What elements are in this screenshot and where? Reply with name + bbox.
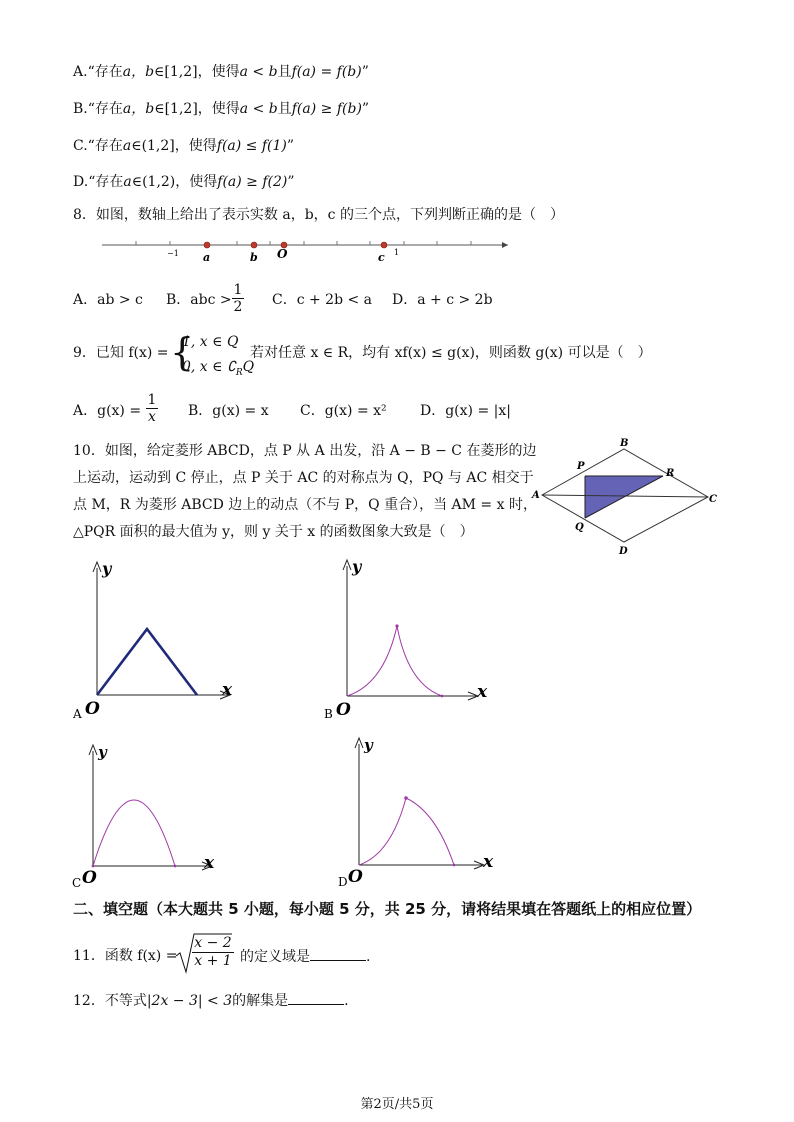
label-A: A bbox=[532, 490, 540, 501]
graph-a bbox=[70, 558, 250, 723]
svg-text:y: y bbox=[364, 736, 373, 754]
graph-d-curve bbox=[359, 798, 454, 865]
q9-option-b: B．g(x) = x bbox=[188, 403, 269, 419]
point-a bbox=[204, 242, 210, 248]
label-c: c bbox=[378, 251, 385, 264]
svg-text:y: y bbox=[102, 559, 112, 578]
svg-text:O: O bbox=[336, 700, 351, 720]
q11-prefix: 11．函数 f(x) = bbox=[73, 948, 178, 964]
number-line-figure bbox=[100, 236, 520, 266]
label-Q: Q bbox=[575, 522, 584, 533]
q11-fraction: x − 2 x + 1 bbox=[192, 935, 234, 970]
q9-case-2: 0, x ∈ $∁_RQ$ bbox=[182, 359, 255, 378]
label-B: B bbox=[620, 438, 629, 449]
label-neg-one: −1 bbox=[167, 249, 179, 258]
label-C: C bbox=[709, 494, 717, 505]
q7-option-d: D.“存在a∈(1,2)，使得f(a) ≥ f(2)” bbox=[73, 174, 295, 190]
q9-option-d: D．g(x) = |x| bbox=[420, 403, 511, 419]
svg-text:D: D bbox=[338, 875, 348, 889]
graph-b-curve bbox=[347, 626, 442, 696]
svg-text:x: x bbox=[483, 852, 494, 872]
svg-text:O: O bbox=[348, 867, 363, 887]
q9-case-1: 1, x ∈ Q bbox=[182, 334, 239, 350]
q9-suffix: 若对任意 x ∈ R，均有 xf(x) ≤ g(x)，则函数 g(x) 可以是（ ） bbox=[250, 345, 652, 361]
q9-prefix: 9．已知 f(x) = bbox=[73, 345, 169, 361]
graph-c bbox=[70, 741, 240, 891]
graph-c-curve bbox=[93, 800, 175, 866]
svg-text:x: x bbox=[204, 853, 215, 873]
svg-text:y: y bbox=[98, 743, 107, 761]
label-D: D bbox=[619, 546, 628, 557]
q11-suffix: 的定义域是 . bbox=[240, 946, 370, 967]
answer-blank[interactable] bbox=[288, 990, 344, 1005]
q8-option-a: A．ab > c bbox=[73, 292, 143, 308]
q8-option-c: C．c + 2b < a bbox=[272, 292, 373, 308]
answer-blank[interactable] bbox=[310, 946, 366, 961]
q8-stem: 8．如图，数轴上给出了表示实数 a，b，c 的三个点，下列判断正确的是（ ） bbox=[73, 207, 564, 223]
page-number: 第2页/共5页 bbox=[360, 1097, 434, 1112]
svg-text:O: O bbox=[85, 699, 100, 719]
label-origin: O bbox=[277, 247, 288, 261]
svg-text:x: x bbox=[222, 680, 233, 700]
graph-a-curve bbox=[97, 629, 197, 695]
svg-text:y: y bbox=[352, 557, 362, 576]
label-a: a bbox=[203, 251, 211, 264]
q7-option-a: A.“存在a，b∈[1,2]，使得a < b且f(a) = f(b)” bbox=[73, 64, 369, 80]
graph-d bbox=[336, 734, 506, 889]
q8-option-b: B．abc > bbox=[166, 292, 232, 308]
svg-text:x: x bbox=[477, 682, 488, 702]
q10-paragraph: 10．如图，给定菱形 ABCD，点 P 从 A 出发，沿 A − B − C 在菱形的边 上运动，运动到 C 停止，点 P 关于 AC 的对称点为 Q，PQ 与 AC 相交于 点 M，R 为菱形 ABCD 边上的动点（不与 P，Q 重合），当 AM = x 时， △PQR 面积的最大值为 y，则 y 关于 x 的函数图象大致是（ ） bbox=[73, 443, 537, 540]
label-R: R bbox=[666, 468, 675, 479]
q12: 12．不等式|2x − 3| < 3的解集是 . bbox=[73, 990, 349, 1011]
q9-brace: { bbox=[170, 330, 195, 374]
q9-option-a: A．g(x) = bbox=[73, 403, 142, 419]
point-b bbox=[251, 242, 257, 248]
svg-text:C: C bbox=[72, 876, 82, 890]
q7-option-b: B.“存在a，b∈[1,2]，使得a < b且f(a) ≥ f(b)” bbox=[73, 101, 370, 117]
svg-text:A: A bbox=[73, 707, 82, 721]
option-letter: A. bbox=[73, 64, 88, 80]
svg-text:O: O bbox=[82, 868, 97, 888]
section-heading: 二、填空题（本大题共 5 小题，每小题 5 分，共 25 分，请将结果填在答题纸上的相应位置） bbox=[73, 900, 702, 918]
rhombus-figure bbox=[530, 436, 720, 556]
q8-option-d: D．a + c > 2b bbox=[392, 292, 493, 308]
q9-fraction: 1 x bbox=[147, 392, 157, 425]
point-c bbox=[381, 242, 387, 248]
q9-option-c: C．g(x) = x² bbox=[300, 403, 387, 419]
graph-b bbox=[322, 556, 502, 721]
q7-option-c: C.“存在a∈(1,2]，使得f(a) ≤ f(1)” bbox=[73, 138, 295, 154]
label-one: 1 bbox=[394, 248, 400, 257]
svg-text:B: B bbox=[324, 707, 333, 721]
label-b: b bbox=[250, 251, 258, 264]
label-P: P bbox=[577, 461, 585, 472]
q8-fraction: 1 2 bbox=[233, 282, 243, 315]
